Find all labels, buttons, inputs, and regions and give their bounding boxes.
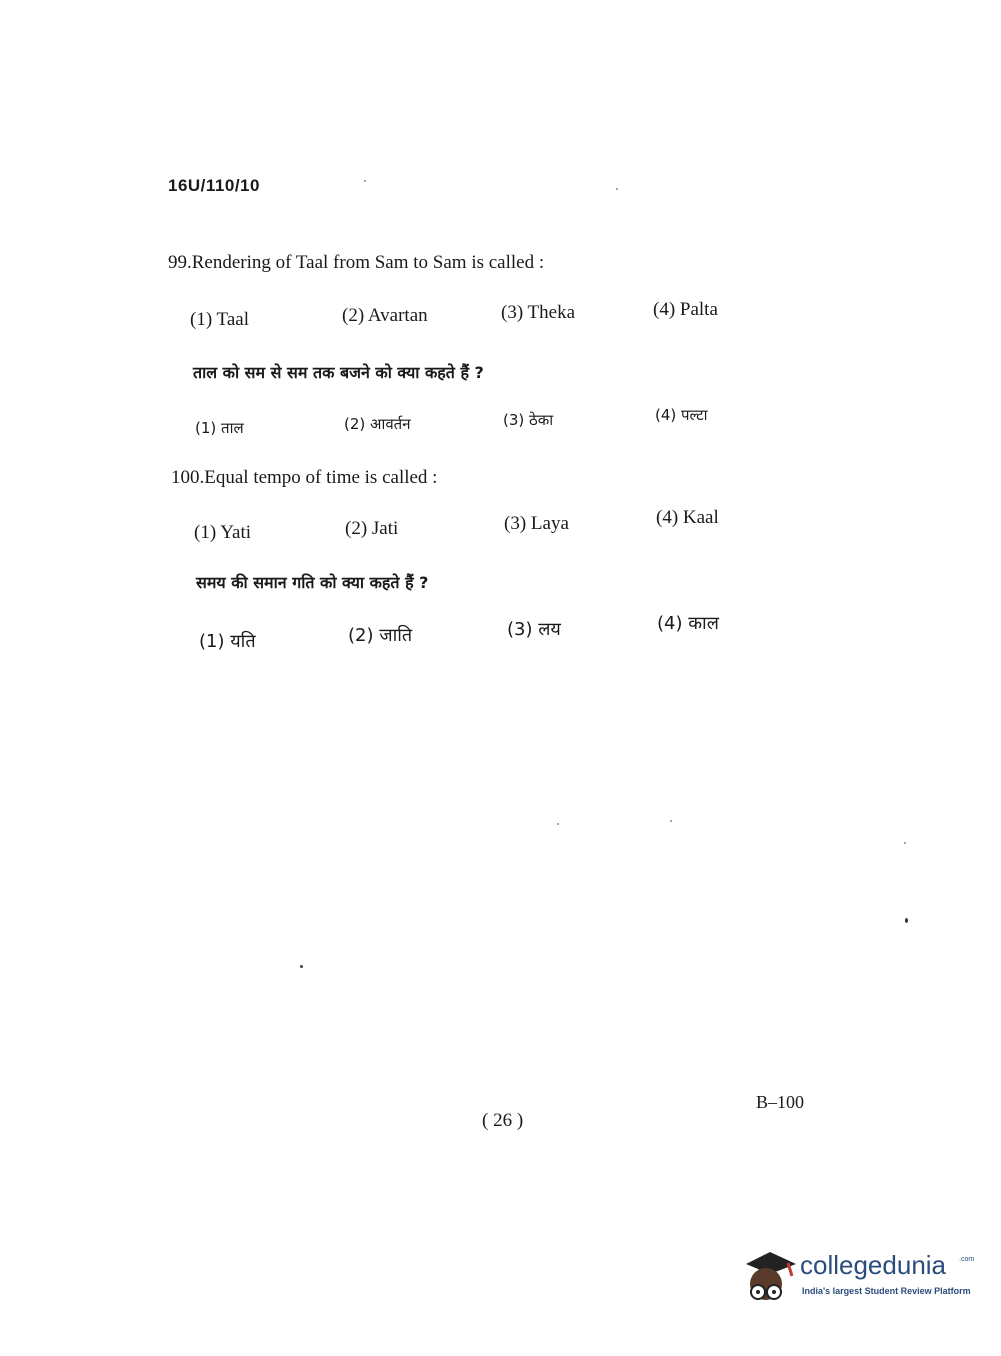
scan-speck <box>616 188 618 190</box>
brand-domain: .com <box>959 1256 975 1263</box>
hindi-question-99: ताल को सम से सम तक बजने को क्या कहते हैं ? <box>193 363 484 382</box>
question-100 <box>171 467 437 489</box>
scan-speck <box>905 918 908 923</box>
scan-speck <box>904 842 906 844</box>
set-code: B–100 <box>756 1092 805 1112</box>
option-4: (4) Palta <box>653 299 718 320</box>
question-99 <box>168 252 544 274</box>
paper-code: 16U/110/10 <box>168 176 260 195</box>
option-3: (3) Laya <box>504 513 569 534</box>
hindi-option-2: (2) जाति <box>348 625 413 646</box>
hindi-option-3: (3) ठेका <box>503 411 554 429</box>
option-3: (3) Theka <box>501 302 576 323</box>
question-text: Equal tempo of time is called : <box>204 467 438 488</box>
question-text: Rendering of Taal from Sam to Sam is called : <box>191 252 545 273</box>
scan-speck <box>300 965 303 968</box>
mascot-icon <box>742 1248 798 1308</box>
brand-name: collegedunia <box>800 1250 947 1280</box>
option-4: (4) Kaal <box>656 507 719 528</box>
question-number: 99. <box>168 252 192 273</box>
question-number: 100. <box>171 467 205 488</box>
hindi-option-1: (1) ताल <box>195 419 244 437</box>
collegedunia-logo <box>742 1248 975 1310</box>
hindi-option-1: (1) यति <box>199 631 256 652</box>
hindi-option-2: (2) आवर्तन <box>344 415 411 433</box>
hindi-option-4: (4) पल्टा <box>655 406 708 424</box>
scan-speck <box>557 823 559 825</box>
option-1: (1) Yati <box>194 522 252 543</box>
hindi-question-100: समय की समान गति को क्या कहते हैं ? <box>196 573 429 592</box>
page-number: ( 26 ) <box>482 1110 524 1131</box>
brand-tagline: India's largest Student Review Platform <box>802 1286 971 1296</box>
scan-speck <box>364 180 366 182</box>
option-2: (2) Avartan <box>342 305 428 326</box>
hindi-option-4: (4) काल <box>657 613 719 634</box>
hindi-option-3: (3) लय <box>507 619 561 640</box>
option-2: (2) Jati <box>345 518 399 539</box>
option-1: (1) Taal <box>190 309 249 330</box>
scan-speck <box>670 820 672 822</box>
